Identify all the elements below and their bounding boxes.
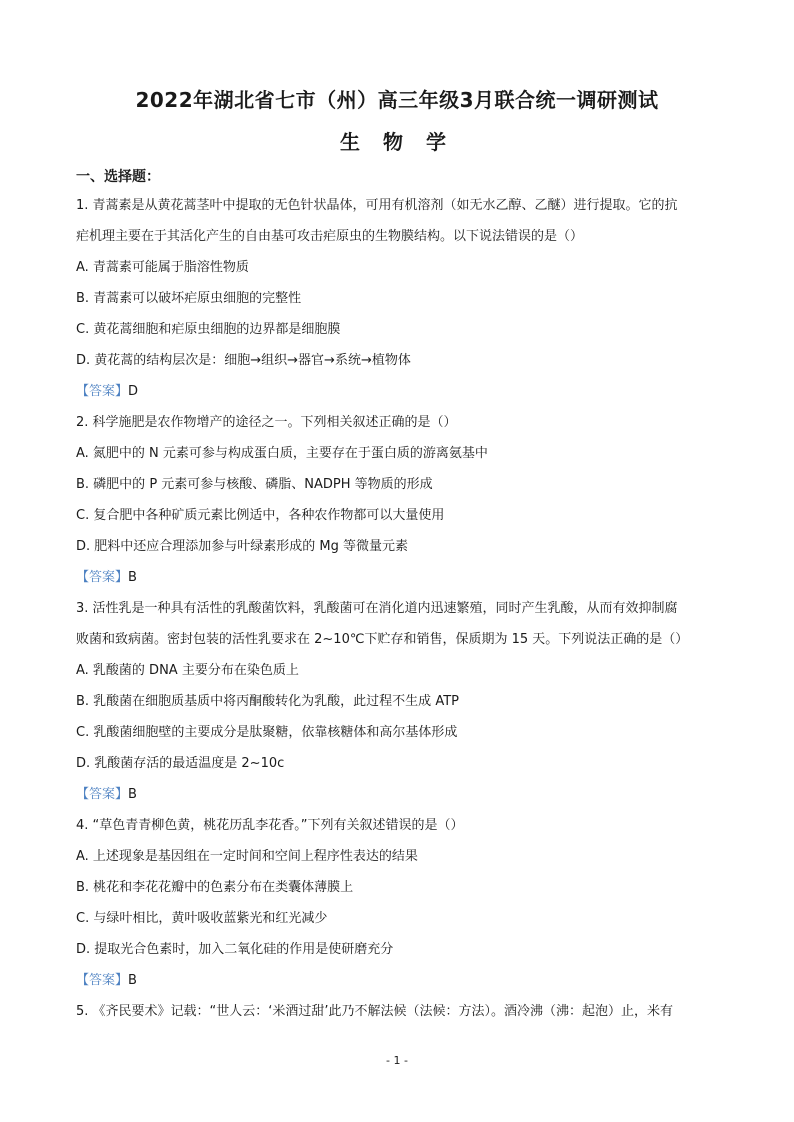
answer-label: 【答案】 [76,787,129,802]
question-list [76,196,720,1033]
question-stem: 1. 青蒿素是从黄花蒿茎叶中提取的无色针状晶体，可用有机溶剂（如无水乙醇、乙醚）进行提取。它的抗 [76,198,678,213]
question-5 [76,1002,720,1033]
option-d: D. 黄花蒿的结构层次是：细胞→组织→器官→系统→植物体 [76,353,411,368]
page-subtitle: 生 物 学 [340,130,454,154]
page-title: 2022年湖北省七市（州）高三年级3月联合统一调研测试 [135,88,659,112]
answer-line [76,971,720,1002]
option-a: A. 乳酸菌的 DNA 主要分布在染色质上 [76,663,299,678]
answer-label: 【答案】 [76,384,129,399]
answer-value: D [128,384,139,399]
page-number: - 1 - [386,1054,408,1067]
answer-value: B [128,570,137,585]
question-stem-cont: 败菌和致病菌。密封包装的活性乳要求在 2~10℃下贮存和销售，保质期为 15 天。下列说法正确的是（） [76,632,689,647]
answer-label: 【答案】 [76,570,129,585]
option-a: A. 上述现象是基因组在一定时间和空间上程序性表达的结果 [76,849,418,864]
option-d: D. 提取光合色素时，加入二氧化硅的作用是使研磨充分 [76,942,394,957]
option-b: B. 乳酸菌在细胞质基质中将丙酮酸转化为乳酸，此过程不生成 ATP [76,694,459,709]
option-b: B. 青蒿素可以破坏疟原虫细胞的完整性 [76,291,302,306]
question-stem: 3. 活性乳是一种具有活性的乳酸菌饮料，乳酸菌可在消化道内迅速繁殖，同时产生乳酸，从而有效抑制腐 [76,601,678,616]
question-stem-cont: 疟机理主要在于其活化产生的自由基可攻击疟原虫的生物膜结构。以下说法错误的是（） [76,229,584,244]
option-d: D. 乳酸菌存活的最适温度是 2~10c [76,756,285,771]
answer-line [76,568,720,599]
section-heading: 一、选择题： [76,169,160,185]
option-d: D. 肥料中还应合理添加参与叶绿素形成的 Mg 等微量元素 [76,539,409,554]
question-1 [76,196,720,413]
question-2 [76,413,720,599]
option-c: C. 与绿叶相比，黄叶吸收蓝紫光和红光减少 [76,911,328,926]
question-stem: 2. 科学施肥是农作物增产的途径之一。下列相关叙述正确的是（） [76,415,457,430]
answer-line [76,382,720,413]
option-c: C. 乳酸菌细胞壁的主要成分是肽聚糖，依靠核糖体和高尔基体形成 [76,725,458,740]
answer-line [76,785,720,816]
question-3 [76,599,720,816]
question-stem: 4. “草色青青柳色黄，桃花历乱李花香。”下列有关叙述错误的是（） [76,818,464,833]
option-b: B. 磷肥中的 P 元素可参与核酸、磷脂、NADPH 等物质的形成 [76,477,433,492]
option-c: C. 黄花蒿细胞和疟原虫细胞的边界都是细胞膜 [76,322,341,337]
option-b: B. 桃花和李花花瓣中的色素分布在类囊体薄膜上 [76,880,354,895]
question-stem: 5. 《齐民要术》记载：“世人云：‘米酒过甜’此乃不解法候（法候：方法）。酒冷沸（沸：起泡）止，米有 [76,1004,674,1019]
answer-label: 【答案】 [76,973,129,988]
question-4 [76,816,720,1002]
option-a: A. 青蒿素可能属于脂溶性物质 [76,260,249,275]
option-a: A. 氮肥中的 N 元素可参与构成蛋白质，主要存在于蛋白质的游离氨基中 [76,446,488,461]
answer-value: B [128,973,137,988]
option-c: C. 复合肥中各种矿质元素比例适中，各种农作物都可以大量使用 [76,508,445,523]
answer-value: B [128,787,137,802]
